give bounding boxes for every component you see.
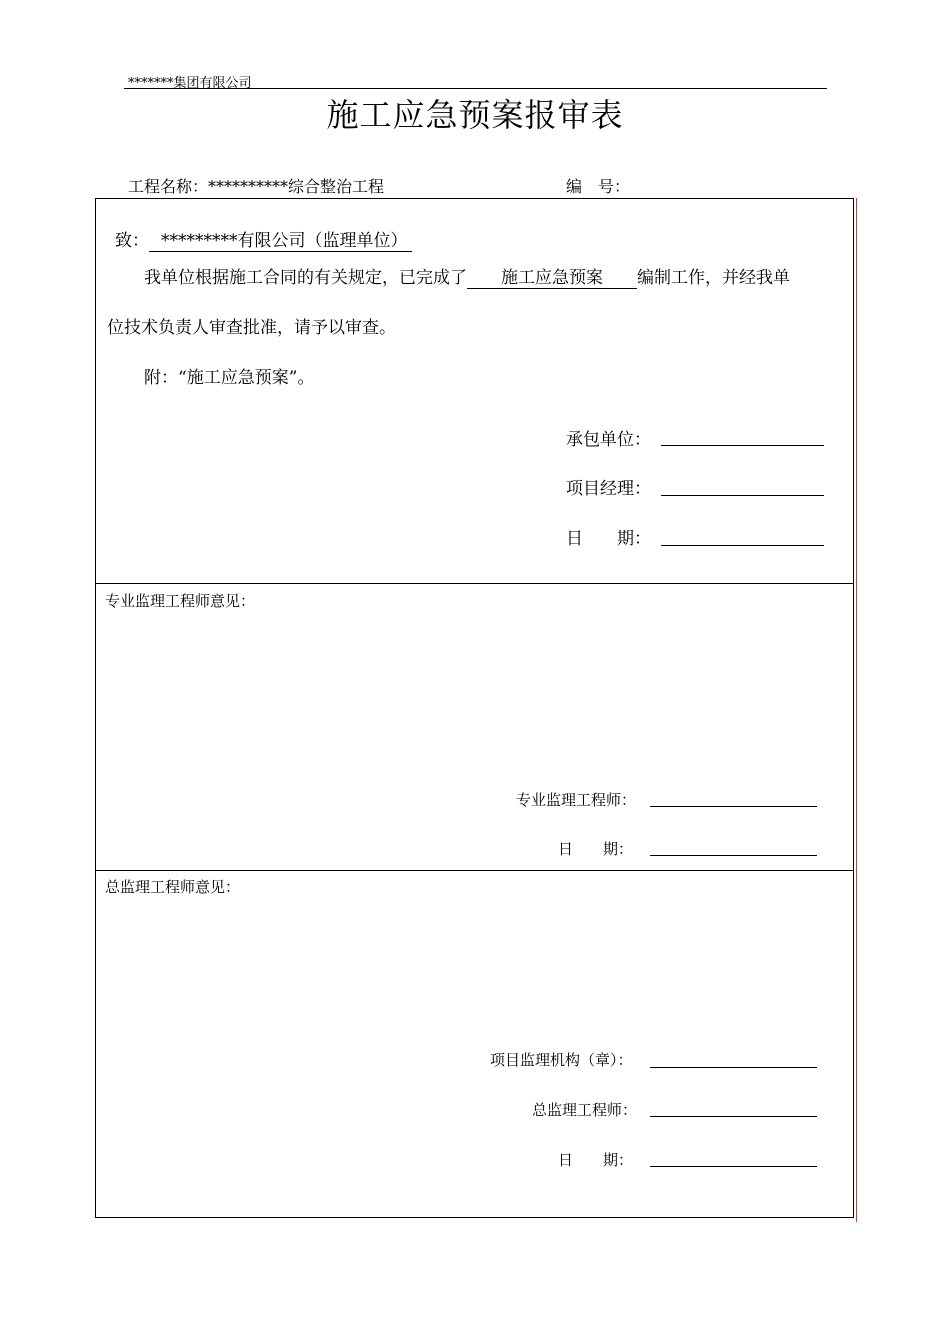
project-manager-blank — [661, 495, 824, 496]
project-name-label: 工程名称： — [128, 177, 209, 196]
filled-plan-name: 施工应急预案 — [467, 263, 637, 289]
date-label-1: 日 期： — [566, 529, 651, 549]
header-rule — [124, 88, 827, 89]
company-name: *******集团有限公司 — [128, 76, 252, 91]
date-label-3: 日 期： — [558, 1151, 634, 1169]
statement-text-post: 编制工作，并经我单 — [637, 268, 790, 288]
page-title: 施工应急预案报审表 — [326, 96, 624, 134]
form-table — [95, 198, 854, 1218]
project-name-value: **********综合整治工程 — [208, 177, 385, 196]
statement-line-1 — [144, 263, 790, 289]
chief-engineer-blank — [650, 1116, 817, 1117]
contractor-label: 承包单位： — [566, 430, 651, 450]
date-blank-1 — [661, 545, 824, 546]
date-label-2: 日 期： — [558, 840, 634, 858]
date-blank-2 — [650, 855, 817, 856]
contractor-blank — [661, 445, 824, 446]
specialist-opinion-heading: 专业监理工程师意见： — [105, 592, 256, 610]
margin-line — [856, 198, 857, 1222]
date-blank-3 — [650, 1166, 817, 1167]
number-label: 编 号： — [566, 177, 631, 196]
attachment-line: 附：“施工应急预案”。 — [144, 368, 315, 388]
section-divider-1 — [95, 583, 854, 584]
specialist-engineer-label: 专业监理工程师： — [516, 791, 637, 809]
supervision-org-label: 项目监理机构（章）： — [490, 1051, 633, 1069]
chief-opinion-heading: 总监理工程师意见： — [105, 878, 241, 896]
addressee-line — [115, 226, 412, 252]
specialist-engineer-blank — [650, 806, 817, 807]
chief-engineer-label: 总监理工程师： — [532, 1101, 638, 1119]
statement-text-pre: 我单位根据施工合同的有关规定，已完成了 — [144, 268, 467, 288]
addressee-value: *********有限公司（监理单位） — [149, 226, 412, 252]
supervision-org-blank — [650, 1067, 817, 1068]
statement-line-2: 位技术负责人审查批准，请予以审查。 — [107, 318, 396, 338]
addressee-label: 致： — [115, 231, 149, 251]
project-name-field — [128, 174, 384, 197]
section-divider-2 — [95, 870, 854, 871]
project-manager-label: 项目经理： — [566, 479, 651, 499]
